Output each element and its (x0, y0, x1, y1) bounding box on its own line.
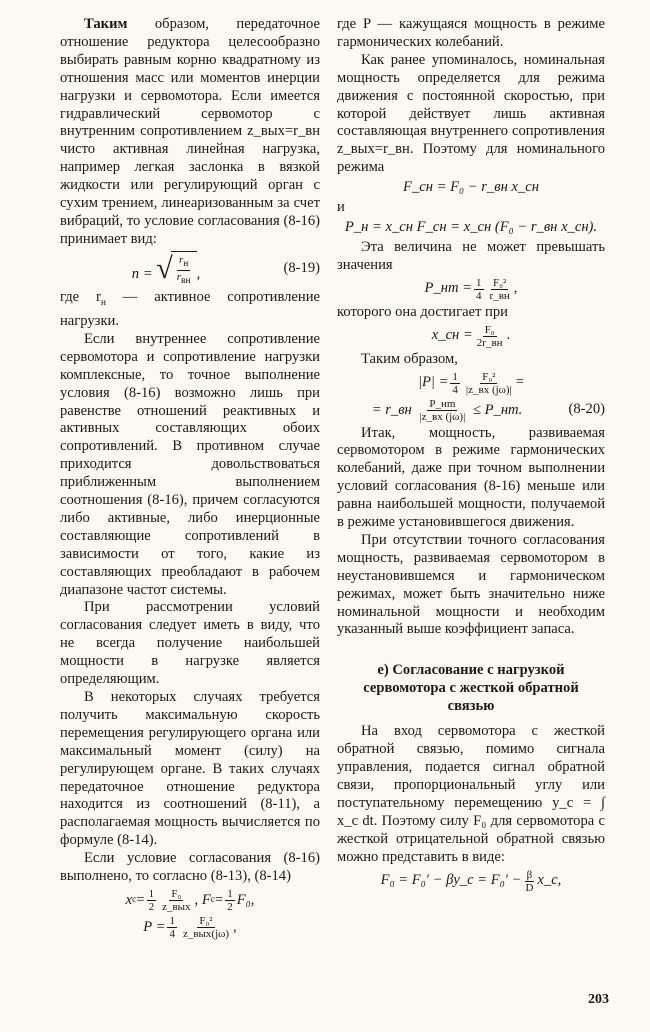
section-heading: е) Согласование с нагрузкой сервомотора с жесткой обратной связью (363, 662, 579, 715)
eq-term: x_с, (537, 872, 562, 889)
conjunction: и (337, 199, 345, 216)
eq-term: |P| = (417, 374, 449, 391)
frac-num: 1 (227, 887, 233, 900)
lead-word: Таким (84, 16, 128, 32)
equation-xc-fc (60, 888, 320, 913)
frac-den: 2r_вн (476, 336, 503, 349)
frac-num: β (526, 868, 533, 881)
page-number: 203 (588, 992, 609, 1007)
text: где r (60, 289, 101, 306)
frac-den: 2 (148, 900, 155, 913)
eq-term: = (515, 374, 525, 391)
paragraph: Итак, мощность, развиваемая сервомотором в режиме гармонических колебаний, даже при точном выполнении условий согласования (8-16) меньше или равна наибольшей мощности, получаемой в режиме установившегося движения. (337, 424, 605, 531)
equation-number: (8-20) (568, 401, 605, 418)
equation-p (60, 915, 320, 940)
frac-num: 1 (476, 276, 482, 289)
eq-den: r (176, 270, 181, 283)
eq-term: , (233, 918, 237, 935)
eq-sub: с (210, 894, 215, 905)
equation-8-20 (337, 398, 605, 423)
frac-den: 2 (227, 900, 233, 913)
equation-abs-p (337, 371, 605, 396)
frac-den: 4 (169, 927, 175, 940)
eq-num-sub: н (183, 258, 189, 269)
eq-sub: с (132, 894, 137, 905)
eq-term: F₀, (236, 891, 255, 908)
equation-pnm (337, 277, 605, 302)
eq-term: ≤ P_нm. (472, 401, 523, 418)
eq-tail: , (196, 265, 201, 282)
eq-term: , (513, 280, 518, 297)
frac-den: |z_вх (jω)| (465, 383, 512, 396)
paragraph: Если внутреннее сопротивление сервомотора и сопротивление нагрузки комплексные, то точное выполнение условия (8-16) возможно лишь при равенстве отношений реактивных и активных составляющих обоих сопротивлений. В противном случае приходится довольствоваться приближенным выполнением соотношения (8-16), причем согласуются либо активные, либо инерционные составляющие сопротивлений в зависимости от того, какие из составляющих преобладают в рабочем диапазоне частот системы. (60, 330, 320, 598)
paragraph-text: образом, передаточное отношение редуктора целесообразно выбирать равным корню квадратному из отношения масс или моментов инерции нагрузки и сервомотора. Если имеется гидравлический сервомотор с внутренним сопротивлением z_вых=r_вн чисто активная линейная нагрузка, например легкая заслонка в вязкой жидкости или регулирующий орган с сухим трением, линеаризованным за счет вибраций, то условие согласования (8-16) принимает вид: (60, 16, 320, 247)
equation-f0 (337, 869, 605, 894)
frac-num: 1 (169, 914, 175, 927)
eq-num: r (178, 253, 184, 266)
eq-lhs: n = (131, 265, 153, 282)
eq-text: F_сн = F₀ − r_вн x_сн (403, 179, 539, 196)
paragraph: На вход сервомотора с жесткой обратной связью, помимо сигнала управления, подается сигнал обратной связи, пропорциональный углу или поступательному перемещению y_с = ∫ x_с dt. Поэтому силу F₀ для сервомотора с жесткой отрицательной обратной связью можно представить в виде: (337, 723, 605, 865)
paragraph: Эта величина не может превышать значения (337, 238, 605, 273)
paragraph: Как ранее упоминалось, номинальная мощность определяется для режима движения с постоянной скоростью, при которой действует лишь активная составляющая внутреннего сопротивления z_вых=r_вн. Поэтому для номинального режима (337, 51, 605, 176)
eq-den-sub: вн (180, 276, 191, 287)
eq-term: F₀ = F₀′ − βy_с = F₀′ − (380, 872, 522, 889)
frac-num: F₀ (484, 323, 495, 336)
frac-den: 4 (476, 289, 482, 302)
frac-num: 1 (452, 370, 458, 383)
frac-num: F₀² (493, 276, 507, 289)
frac-num: 1 (148, 887, 155, 900)
paragraph: которого она достигает при (337, 303, 508, 320)
frac-num: F₀² (199, 914, 213, 927)
paragraph (60, 16, 320, 249)
frac-den: 4 (452, 383, 458, 396)
frac-den: r_вн (489, 289, 510, 302)
frac-num: F₀² (482, 370, 496, 383)
paragraph: Таким образом, (361, 350, 458, 367)
paragraph: В некоторых случаях требуется получить максимальную скорость перемещения регулирующего органа или максимальный момент (силу) на регулирующем органе. В таких случаях передаточное отношение редуктора находится из соотношений (8-11), а располагаемая мощность вычисляется по формуле (8-14). (60, 689, 320, 849)
left-column (60, 16, 320, 942)
frac-den: D (525, 881, 534, 894)
eq-term: P = (143, 918, 166, 935)
equation-xcn (337, 324, 605, 349)
eq-term: x_сн = (431, 327, 473, 344)
eq-term: x (125, 891, 133, 908)
frac-den: z_вых (162, 900, 191, 913)
equation-pn (337, 219, 605, 237)
paragraph: где P — кажущаяся мощность в режиме гармонических колебаний. (337, 16, 605, 50)
paragraph (60, 289, 320, 331)
eq-text: P_н = x_сн F_сн = x_сн (F₀ − r_вн x_сн). (344, 218, 598, 235)
frac-num: F₀ (171, 887, 182, 900)
paragraph: При отсутствии точного согласования мощность, развиваемая сервомотором в неустановившемся и гармоническом режимах, может быть значительно ниже номинальной мощности и необходим указанный выше коэффициент запаса. (337, 531, 605, 638)
eq-term: = (214, 891, 224, 908)
eq-term: , F (194, 891, 211, 908)
equation-fcn (337, 179, 605, 197)
eq-term: P_нm = (424, 280, 473, 297)
eq-term: = r_вн (371, 401, 416, 418)
frac-den: |z_вх (jω)| (419, 410, 466, 423)
paragraph: При рассмотрении условий согласования следует иметь в виду, что не всегда получение наибольшей мощности в нагрузке является определяющим. (60, 599, 320, 688)
eq-term: . (506, 327, 511, 344)
eq-term: = (136, 891, 145, 908)
text: — активное сопротивление нагрузки. (60, 289, 320, 329)
frac-den: z_вых(jω) (182, 927, 230, 940)
equation-number: (8-19) (283, 260, 320, 277)
right-column (337, 16, 605, 896)
frac-num: P_нm (429, 397, 456, 410)
equation-8-19 (60, 251, 320, 287)
paragraph: Если условие согласования (8-16) выполнено, то согласно (8-13), (8-14) (60, 850, 320, 885)
subscript: н (100, 298, 106, 309)
sqrt: √ $\frac{r_н}{r_{вн}}$ (156, 251, 196, 287)
